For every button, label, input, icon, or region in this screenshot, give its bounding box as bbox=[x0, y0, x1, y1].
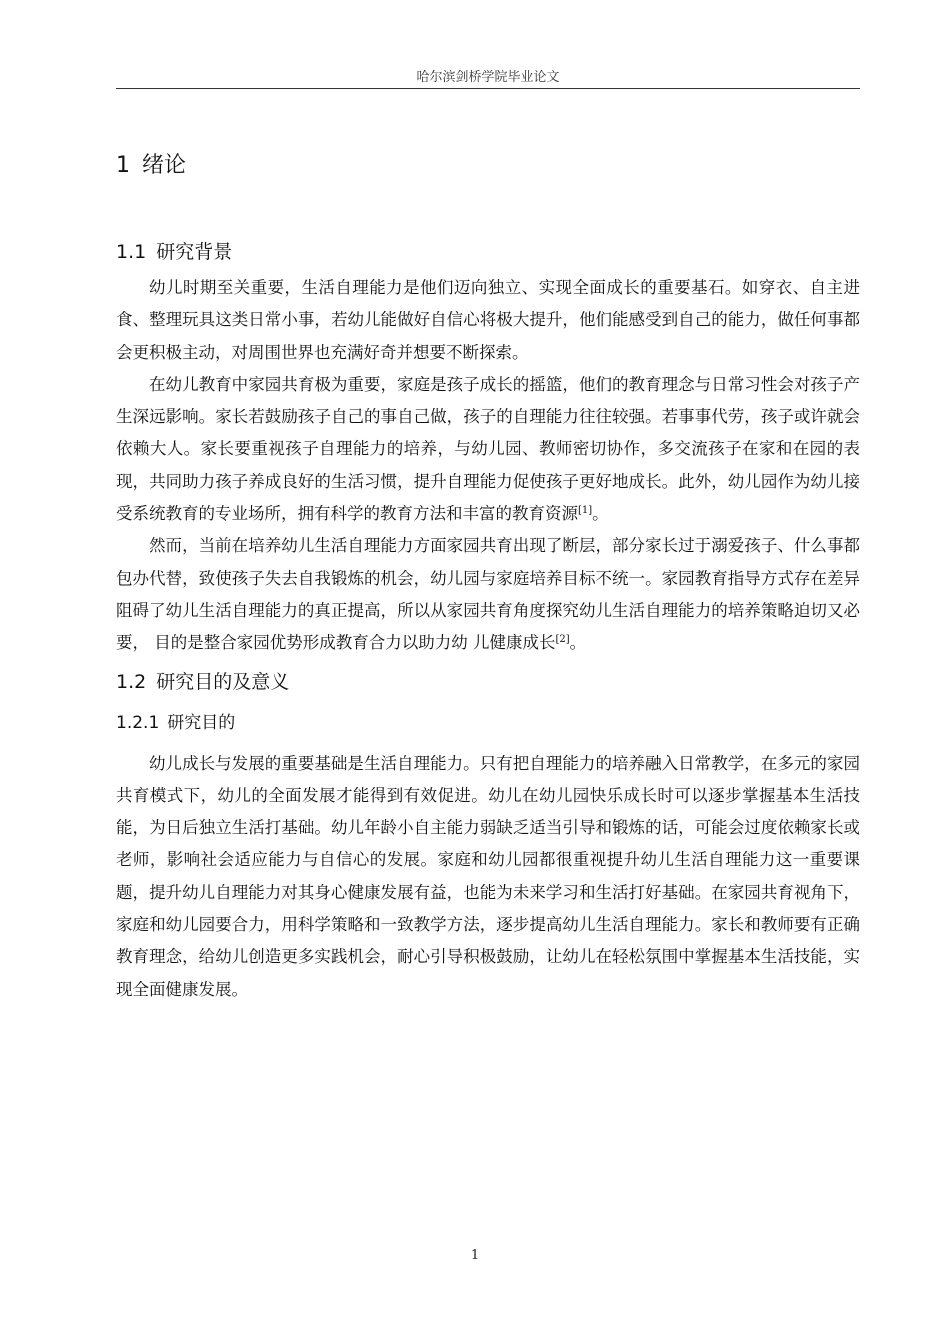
subsection-heading-1-2-1 bbox=[116, 708, 860, 738]
section-title: 研究背景 bbox=[156, 241, 233, 263]
page-body bbox=[116, 148, 860, 1006]
section-number: 1.2 bbox=[116, 670, 147, 693]
section-1-1-body bbox=[116, 272, 860, 660]
subsection-1-2-1-body bbox=[116, 748, 860, 1006]
paragraph bbox=[116, 369, 860, 530]
header-divider bbox=[116, 88, 860, 89]
paragraph-tail: 。 bbox=[569, 633, 587, 653]
subsection-number: 1.2.1 bbox=[116, 712, 160, 733]
section-heading-1-2 bbox=[116, 666, 860, 698]
page-number: 1 bbox=[470, 1248, 480, 1263]
section-number: 1.1 bbox=[116, 241, 147, 263]
chapter-number: 1 bbox=[116, 153, 130, 178]
paragraph bbox=[116, 748, 860, 1006]
paragraph-text: 幼儿时期至关重要，生活自理能力是他们迈向独立、实现全面成长的重要基石。如穿衣、自主进食、整理玩具这类日常小事，若幼儿能做好自信心将极大提升，他们能感受到自己的能力，做任何事都会更积极主动，对周围世界也充满好奇并想要不断探索。 bbox=[116, 278, 860, 362]
section-heading-1-1 bbox=[116, 236, 860, 268]
chapter-title: 绪论 bbox=[142, 153, 187, 178]
paragraph-text: 在幼儿教育中家园共育极为重要，家庭是孩子成长的摇篮，他们的教育理念与日常习性会对孩子产生深远影响。家长若鼓励孩子自己的事自己做，孩子的自理能力往往较强。若事事代劳，孩子或许就会依赖大人。家长要重视孩子自理能力的培养，与幼儿园、教师密切协作，多交流孩子在家和在园的表现，共同助力孩子养成良好的生活习惯，提升自理能力促使孩子更好地成长。此外，幼儿园作为幼儿接受系统教育的专业场所，拥有科学的教育方法和丰富的教育资源 bbox=[116, 374, 860, 524]
citation-marker: [2] bbox=[555, 634, 570, 646]
paragraph-tail: 。 bbox=[592, 504, 609, 524]
chapter-heading bbox=[116, 148, 860, 184]
paragraph bbox=[116, 272, 860, 369]
paragraph-text: 幼儿成长与发展的重要基础是生活自理能力。只有把自理能力的培养融入日常教学，在多元的家园共育模式下，幼儿的全面发展才能得到有效促进。幼儿在幼儿园快乐成长时可以逐步掌握基本生活技能，为日后独立生活打基础。幼儿年龄小自主能力弱缺乏适当引导和锻炼的话，可能会过度依赖家长或老师，影响社会适应能力与自信心的发展。家庭和幼儿园都很重视提升幼儿生活自理能力这一重要课题，提升幼儿自理能力对其身心健康发展有益，也能为未来学习和生活打好基础。在家园共育视角下，家庭和幼儿园要合力，用科学策略和一致教学方法，逐步提高幼儿生活自理能力。家长和教师要有正确教育理念，给幼儿创造更多实践机会，耐心引导积极鼓励，让幼儿在轻松氛围中掌握基本生活技能，实现全面健康发展。 bbox=[116, 753, 860, 999]
paragraph bbox=[116, 530, 860, 659]
section-title: 研究目的及意义 bbox=[156, 670, 290, 693]
paragraph-text: 然而，当前在培养幼儿生活自理能力方面家园共育出现了断层，部分家长过于溺爱孩子、什么事都包办代替，致使孩子失去自我锻炼的机会，幼儿园与家庭培养目标不统一。家园教育指导方式存在差异阻碍了幼儿生活自理能力的真正提高，所以从家园共育角度探究幼儿生活自理能力的培养策略迫切又必要， 目的是整合家园优势形成教育合力以助力幼 儿健康成长 bbox=[116, 536, 860, 653]
subsection-title: 研究目的 bbox=[167, 712, 236, 733]
running-header: 哈尔滨剑桥学院毕业论文 bbox=[416, 70, 560, 85]
citation-marker: [1] bbox=[578, 505, 593, 517]
